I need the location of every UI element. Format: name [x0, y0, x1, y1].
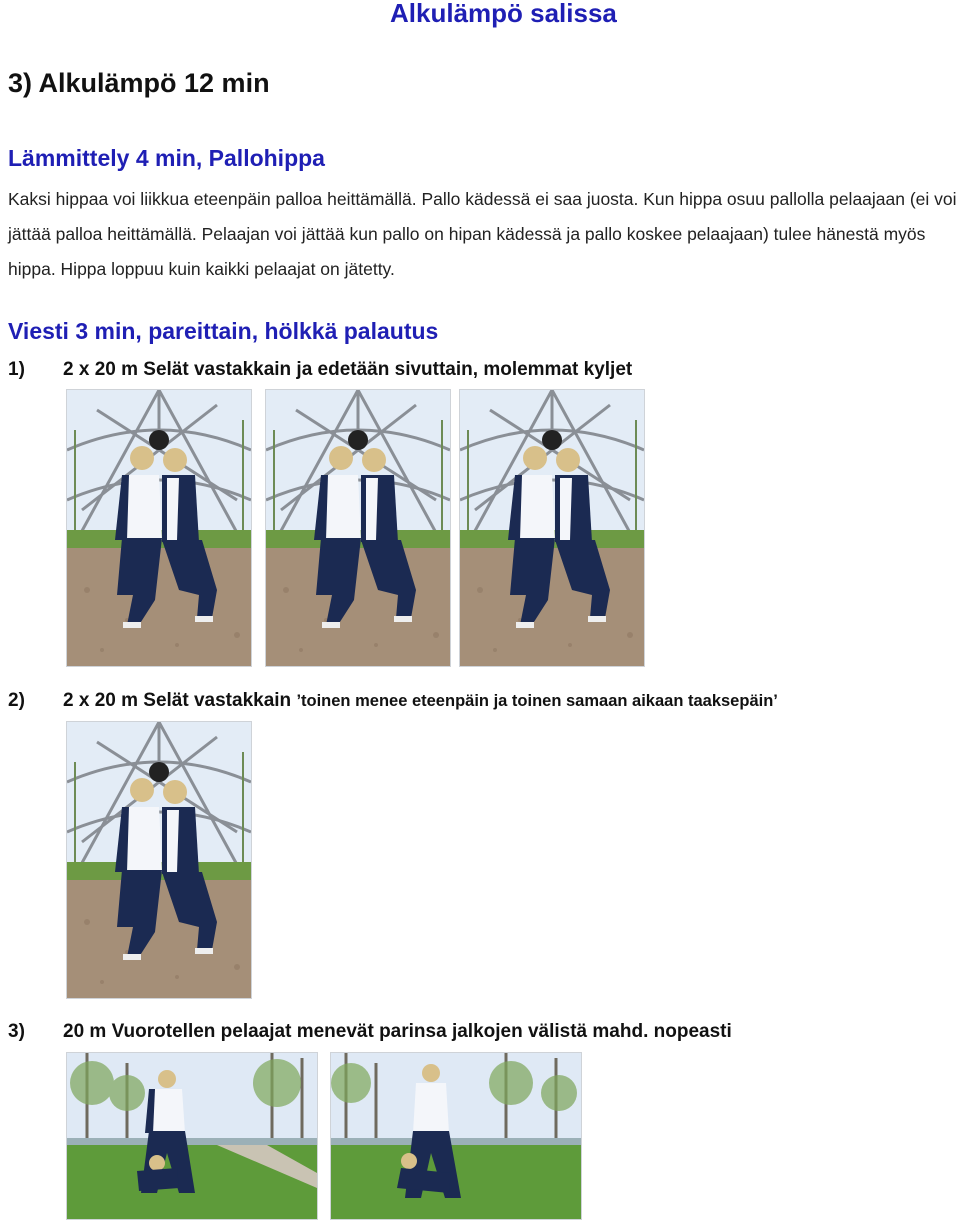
photo-crawl-through-legs-1 [66, 1052, 318, 1220]
page-title: Alkulämpö salissa [390, 0, 617, 28]
photo-back-to-back-sideways-1 [66, 389, 252, 667]
photo-back-to-back-sideways-3 [459, 389, 645, 667]
photo-crawl-through-legs-2 [330, 1052, 582, 1220]
photo-back-to-back-sideways-2 [265, 389, 451, 667]
relay-step-2 [8, 690, 778, 712]
step-text: 2 x 20 m Selät vastakkain [63, 690, 297, 711]
relay-step-1 [8, 359, 632, 381]
relay-step-3 [8, 1021, 732, 1043]
step-number: 1) [8, 359, 25, 380]
step-text: 2 x 20 m Selät vastakkain ja edetään sivuttain, molemmat kyljet [63, 359, 633, 380]
step-text: 20 m Vuorotellen pelaajat menevät parinsa jalkojen välistä mahd. nopeasti [63, 1021, 732, 1042]
relay-heading: Viesti 3 min, pareittain, hölkkä palautus [8, 318, 439, 344]
step-number: 2) [8, 690, 25, 711]
step-number: 3) [8, 1021, 25, 1042]
photo-back-to-back-forward [66, 721, 252, 999]
section-heading: 3) Alkulämpö 12 min [8, 68, 270, 98]
warmup-text: Kaksi hippaa voi liikkua eteenpäin palloa heittämällä. Pallo kädessä ei saa juosta. Kun hippa osuu pallolla pelaajaan (ei voi jättää palloa heittämällä. Pelaajan voi jättää kun pallo on hipan kädessä ja pallo koskee pelaajaan) tulee hänestä myös hippa. Hippa loppuu kuin kaikki pelaajat on jätetty. [8, 189, 957, 279]
step-note: ’toinen menee eteenpäin ja toinen samaan aikaan taaksepäin’ [296, 692, 778, 710]
warmup-heading: Lämmittely 4 min, Pallohippa [8, 145, 325, 171]
